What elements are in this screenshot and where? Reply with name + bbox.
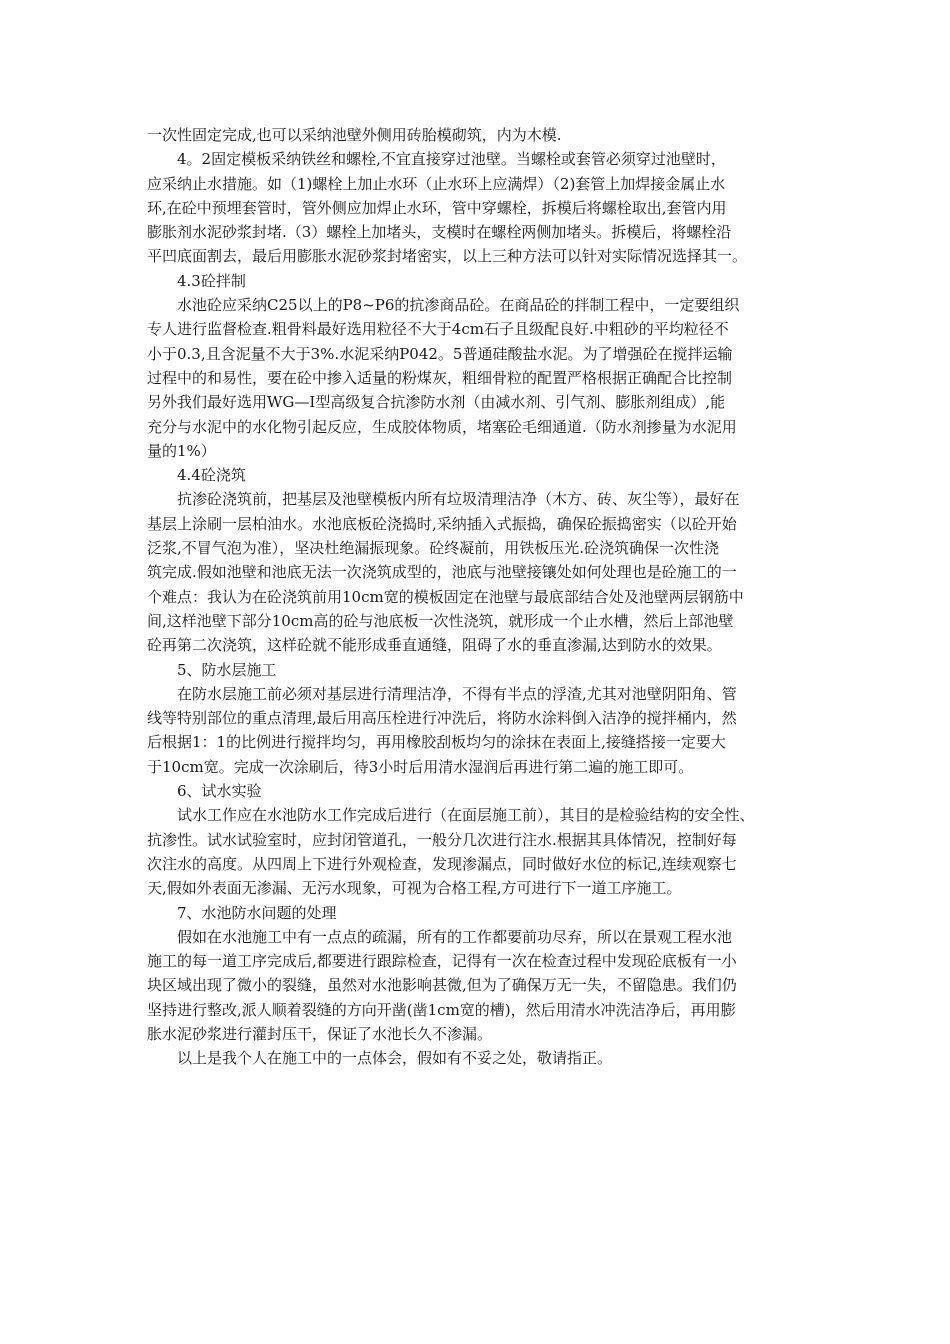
- text-line: 块区域出现了微小的裂缝，虽然对水池影响甚微,但为了确保万无一失，不留隐患。我们仍: [147, 976, 737, 995]
- text-line: 另外我们最好选用WG—Ⅰ型高级复合抗渗防水剂（由减水剂、引气剂、膨胀剂组成）,能: [147, 393, 726, 412]
- text-line: 以上是我个人在施工中的一点体会，假如有不妥之处，敬请指正。: [177, 1049, 613, 1068]
- text-line: 个难点：我认为在砼浇筑前用10cm宽的模板固定在池壁与最底部结合处及池壁两层钢筋中: [147, 587, 744, 606]
- text-line: 次注水的高度。从四周上下进行外观检查，发现渗漏点，同时做好水位的标记,连续观察七: [147, 854, 737, 873]
- text-line: 4。2固定模板采纳铁丝和螺栓,不宜直接穿过池壁。当螺栓或套管必须穿过池壁时，: [177, 150, 726, 169]
- text-line: 假如在水池施工中有一点点的疏漏，所有的工作都要前功尽弃，所以在景观工程水池: [177, 927, 733, 946]
- text-line: 应采纳止水措施。如（1)螺栓上加止水环（止水环上应满焊）（2)套管上加焊接金属止水: [147, 174, 726, 193]
- text-line: 抗渗砼浇筑前，把基层及池壁模板内所有垃圾清理洁净（木方、砖、灰尘等），最好在: [177, 490, 740, 509]
- text-line: 筑完成.假如池壁和池底无法一次浇筑成型的，池底与池壁接镶处如何处理也是砼施工的一: [147, 563, 737, 582]
- text-line: 膨胀剂水泥砂浆封堵.（3）螺栓上加堵头，支模时在螺栓两侧加堵头。拆模后，将螺栓沿: [147, 223, 732, 242]
- text-line: 坚持进行整改,派人顺着裂缝的方向开凿(凿1cm宽的槽)，然后用清水冲洗洁净后，再用膨: [147, 1000, 736, 1019]
- text-line: 一次性固定完成,也可以采纳池壁外侧用砖胎模砌筑，内为木模.: [147, 126, 562, 144]
- text-line: 小于0.3,且含泥量不大于3%.水泥采纳P042。5普通硅酸盐水泥。为了增强砼在搅拌运输: [147, 344, 733, 363]
- text-line: 6、试水实验: [177, 782, 262, 801]
- text-line: 充分与水泥中的水化物引起反应，生成胶体物质，堵塞砼毛细通道.（防水剂掺量为水泥用: [147, 417, 737, 436]
- text-line: 7、水池防水问题的处理: [177, 903, 337, 922]
- text-line: 试水工作应在水池防水工作完成后进行（在面层施工前），其目的是检验结构的安全性、: [177, 806, 755, 825]
- text-line: 泛浆,不冒气泡为准），坚决杜绝漏振现象。砼终凝前，用铁板压光.砼浇筑确保一次性浇: [147, 539, 720, 558]
- text-line: 间,这样池壁下部分10cm高的砼与池底板一次性浇筑，就形成一个止水槽，然后上部池壁: [147, 611, 734, 630]
- text-line: 过程中的和易性，要在砼中掺入适量的粉煤灰，粗细骨粒的配置严格根据正确配合比控制: [147, 368, 733, 387]
- text-line: 于10cm宽。完成一次涂刷后，待3小时后用清水湿润后再进行第二遍的施工即可。: [147, 757, 694, 776]
- text-line: 线等特别部位的重点清理,最后用高压栓进行冲洗后，将防水涂料倒入洁净的搅拌桶内，然: [147, 709, 737, 728]
- text-line: 施工的每一道工序完成后,都要进行跟踪检查，记得有一次在检查过程中发现砼底板有一小: [147, 952, 737, 971]
- text-line: 5、防水层施工: [177, 660, 277, 679]
- text-line: 天,假如外表面无渗漏、无污水现象，可视为合格工程,方可进行下一道工序施工。: [147, 879, 682, 898]
- text-line: 专人进行监督检查.粗骨料最好选用粒径不大于4cm石子且级配良好.中粗砂的平均粒径不: [147, 320, 729, 339]
- text-line: 4.4砼浇筑: [177, 466, 246, 485]
- text-line: 4.3砼拌制: [177, 271, 246, 290]
- text-line: 平凹底面割去，最后用膨胀水泥砂浆封堵密实，以上三种方法可以针对实际情况选择其一。: [147, 247, 748, 266]
- text-line: 在防水层施工前必须对基层进行清理洁净，不得有半点的浮渣,尤其对池壁阴阳角、管: [177, 684, 737, 703]
- text-line: 量的1%）: [147, 441, 216, 460]
- document-body: [147, 123, 811, 1071]
- text-line: 环,在砼中预埋套管时，管外侧应加焊止水环，管中穿螺栓，拆模后将螺栓取出,套管内用: [147, 198, 727, 217]
- text-line: 胀水泥砂浆进行灌封压干，保证了水池长久不渗漏。: [147, 1024, 493, 1043]
- text-line: 抗渗性。试水试验室时，应封闭管道孔，一般分几次进行注水.根据其具体情况，控制好每: [147, 830, 737, 849]
- text-line: 后根据1：1的比例进行搅拌均匀，再用橡胶刮板均匀的涂抹在表面上,接缝搭接一定要大: [147, 733, 726, 752]
- text-line: 砼再第二次浇筑，这样砼就不能形成垂直通缝，阻碍了水的垂直渗漏,达到防水的效果。: [147, 636, 722, 655]
- text-line: 水池砼应采纳C25以上的P8~P6的抗渗商品砼。在商品砼的拌制工程中，一定要组织: [177, 296, 740, 315]
- text-line: 基层上涂刷一层柏油水。水池底板砼浇捣时,采纳插入式振捣，确保砼振捣密实（以砼开始: [147, 514, 737, 533]
